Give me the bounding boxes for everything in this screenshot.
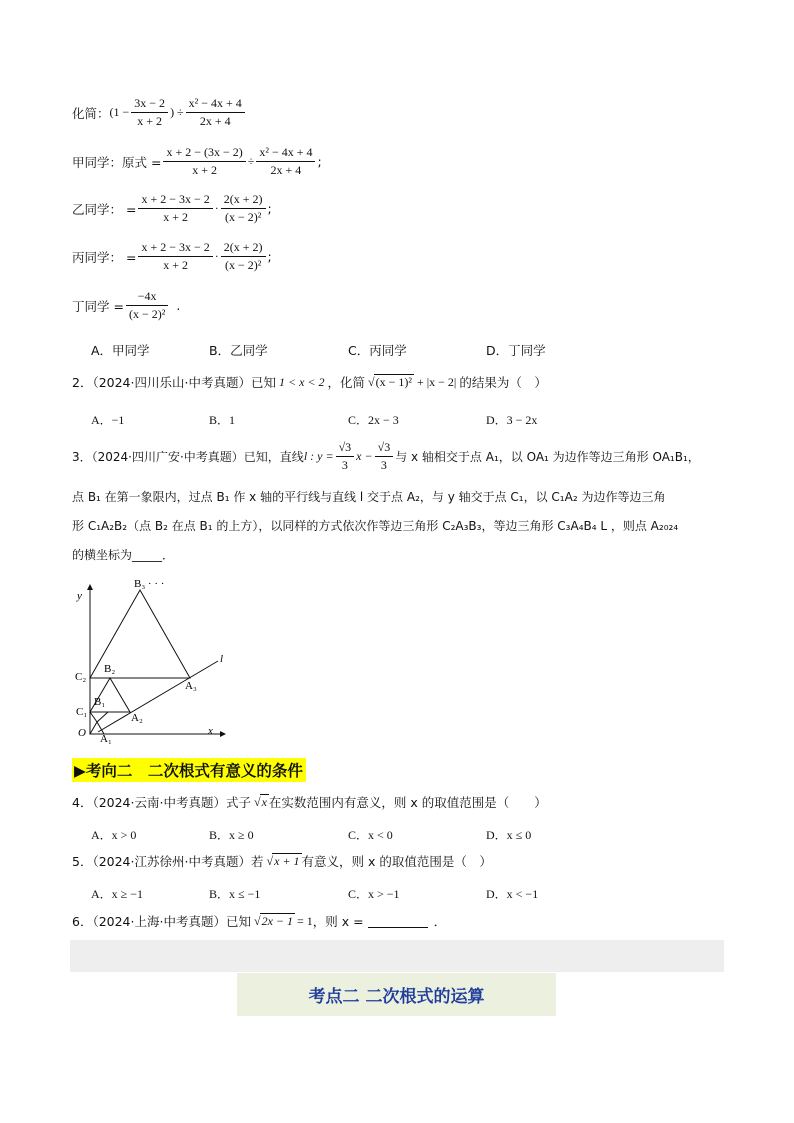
q4-option-c[interactable]: C．x < 0 (348, 828, 393, 842)
kaodian-title: 考点二 二次根式的运算 (308, 987, 485, 1007)
q2-option-a[interactable]: A．−1 (91, 413, 125, 427)
q5-radical-content: x + 1 (274, 854, 300, 868)
jia-fraction-1 (163, 145, 245, 178)
yi-label: 乙同学： = (72, 201, 137, 217)
q3-figure (68, 574, 238, 746)
q2-stem-a: 2．（2024·四川乐山·中考真题）已知 (72, 375, 276, 390)
bing-f2-num: 2(x + 2) (221, 240, 266, 257)
yi-f1-num: x + 2 − 3x − 2 (138, 192, 212, 209)
q3-line-4: 的横坐标为_____． (72, 548, 175, 562)
bing-f1-den: x + 2 (163, 258, 188, 272)
q6-stem-b: ，则 x = (312, 914, 364, 929)
q2-option-d[interactable]: D．3 − 2x (486, 413, 538, 427)
x-axis-arrow (220, 731, 226, 737)
q3-line1-b: 与 x 轴相交于点 A₁，以 OA₁ 为边作等边三角形 OA₁B₁， (395, 450, 700, 464)
yi-f1-den: x + 2 (163, 210, 188, 224)
q3-eq-fraction-1 (336, 440, 355, 473)
q4-stem-a: 4．（2024·云南·中考真题）式子 (72, 795, 251, 810)
q2-radical-content: (x − 1)² (375, 375, 412, 389)
intro-fraction-2 (186, 96, 245, 129)
q3-eq-f1-den: 3 (341, 458, 348, 472)
q6-radical-content: 2x − 1 (261, 914, 293, 928)
q4-option-d[interactable]: D．x ≤ 0 (486, 828, 532, 842)
label-x: x (208, 725, 213, 737)
jia-op: ÷ (247, 154, 255, 168)
y-axis-arrow (87, 584, 93, 590)
q2-stem-c: 的结果为（ ） (459, 375, 547, 390)
intro-f2-num: x² − 4x + 4 (186, 96, 245, 113)
yi-f2-num: 2(x + 2) (221, 192, 266, 209)
q4-stem (72, 793, 547, 811)
ding-label: 丁同学 = (72, 298, 124, 314)
ding-fraction (126, 289, 168, 322)
q4-stem-b: 在实数范围内有意义，则 x 的取值范围是（ ） (268, 795, 547, 810)
q2-option-c[interactable]: C．2x − 3 (348, 413, 399, 427)
label-a1: A₁ (100, 733, 112, 745)
q6-stem (72, 912, 446, 930)
bing-fraction-2 (221, 240, 266, 273)
intro-f1-den: x + 2 (137, 114, 163, 128)
q5-option-d[interactable]: D．x < −1 (486, 887, 539, 901)
q4-radical-content: x (261, 795, 267, 809)
q3-line-2: 点 B₁ 在第一象限内，过点 B₁ 作 x 轴的平行线与直线 l 交于点 A₂，与 y 轴交于点 C₁，以 C₁A₂ 为边作等边三角 (72, 490, 666, 504)
jia-f1-num: x + 2 − (3x − 2) (163, 145, 245, 162)
bing-f1-num: x + 2 − 3x − 2 (138, 240, 212, 257)
label-b3: B₃ · · · (134, 578, 165, 590)
q3-eq-f1-num: √3 (336, 440, 355, 457)
q6-eq: = 1 (297, 913, 313, 928)
q6-radical-sign: √ (253, 913, 261, 928)
yi-f2-den: (x − 2)² (224, 210, 262, 224)
q5-option-c[interactable]: C．x > −1 (348, 887, 400, 901)
q2-stem (72, 373, 547, 391)
yi-fraction-2 (221, 192, 266, 225)
intro-f1-num: 3x − 2 (131, 96, 168, 113)
bing-label: 丙同学： = (72, 249, 137, 265)
label-c1: C₁ (76, 706, 88, 718)
label-a2: A₂ (131, 712, 143, 724)
q3-eq-f2-num: √3 (375, 440, 394, 457)
q6-end: ． (433, 914, 447, 929)
q6-answer-blank[interactable] (368, 915, 428, 928)
ding-end: . (176, 298, 181, 313)
q3-line1-a: 3．（2024·四川广安·中考真题）已知，直线 (72, 450, 304, 464)
q5-stem-a: 5．（2024·江苏徐州·中考真题）若 (72, 854, 264, 869)
line-l (98, 661, 218, 732)
section-heading: ▶考向二 二次根式有意义的条件 (72, 758, 306, 782)
q5-stem (72, 852, 492, 870)
ding-num: −4x (126, 289, 168, 306)
intro-option-b[interactable]: B．乙同学 (209, 343, 268, 358)
jia-f2-den: 2x + 4 (270, 163, 302, 177)
q3-line-eq: l : y = (303, 449, 334, 463)
q4-radical-sign: √ (253, 794, 261, 809)
q4-option-a[interactable]: A．x > 0 (91, 828, 137, 842)
label-o: O (78, 727, 86, 739)
b1-c1-link (90, 712, 97, 722)
q2-option-b[interactable]: B．1 (209, 413, 236, 427)
q3-eq-f2-den: 3 (380, 458, 387, 472)
label-b2: B₂ (104, 663, 116, 675)
intro-f2-den: 2x + 4 (199, 114, 231, 128)
bing-op: · (214, 249, 219, 263)
bing-fraction-1 (138, 240, 212, 273)
label-c2: C₂ (75, 671, 87, 683)
jia-answer (72, 145, 322, 178)
q2-condition: 1 < x < 2 (278, 374, 325, 389)
intro-option-c[interactable]: C．丙同学 (348, 343, 407, 358)
q5-radical-sign: √ (266, 853, 274, 868)
q2-radical-sign: √ (368, 374, 375, 389)
yi-op: · (214, 201, 219, 215)
q2-stem-b: ，化简 (327, 375, 366, 390)
bing-f2-den: (x − 2)² (224, 258, 262, 272)
q3-line-1 (72, 440, 700, 473)
label-b1: B₁ (94, 696, 106, 708)
intro-expression (72, 96, 247, 129)
jia-f1-den: x + 2 (192, 163, 217, 177)
jia-fraction-2 (256, 145, 315, 178)
intro-option-a[interactable]: A．甲同学 (91, 343, 150, 358)
q5-option-a[interactable]: A．x ≥ −1 (91, 887, 144, 901)
label-a3: A₃ (185, 680, 197, 692)
label-y: y (77, 590, 82, 602)
q3-eq-mid: x − (356, 449, 373, 463)
bing-answer (72, 240, 272, 273)
q5-option-b[interactable]: B．x ≤ −1 (209, 887, 261, 901)
intro-option-d[interactable]: D．丁同学 (486, 343, 546, 358)
q2-abs-part: + |x − 2| (416, 374, 457, 389)
label-l: l (220, 653, 224, 665)
bing-end: ; (267, 249, 272, 264)
intro-fraction-1 (131, 96, 168, 129)
jia-end: ; (317, 154, 322, 169)
q5-stem-b: 有意义，则 x 的取值范围是（ ） (301, 854, 492, 869)
intro-mid-op: ) ÷ (170, 105, 184, 119)
ding-den: (x − 2)² (128, 307, 166, 321)
intro-prompt-label: 化简： (72, 105, 110, 121)
separator-bar (70, 940, 724, 972)
yi-answer (72, 192, 272, 225)
yi-fraction-1 (138, 192, 212, 225)
q3-line-3: 形 C₁A₂B₂（点 B₂ 在点 B₁ 的上方），以同样的方式依次作等边三角形 C₂A₃B₃，等边三角形 C₃A₄B₄ L ，则点 A₂₀₂₄ (72, 519, 679, 533)
jia-label: 甲同学：原式 = (72, 154, 162, 170)
intro-expr-prefix: (1 − (109, 105, 130, 119)
jia-f2-num: x² − 4x + 4 (256, 145, 315, 162)
b1-a2-link (97, 712, 108, 722)
yi-end: ; (267, 201, 272, 216)
q6-stem-a: 6．（2024·上海·中考真题）已知 (72, 914, 251, 929)
q3-eq-fraction-2 (375, 440, 394, 473)
q4-option-b[interactable]: B．x ≥ 0 (209, 828, 254, 842)
kaodian-heading (237, 973, 556, 1016)
ding-answer (72, 289, 180, 322)
